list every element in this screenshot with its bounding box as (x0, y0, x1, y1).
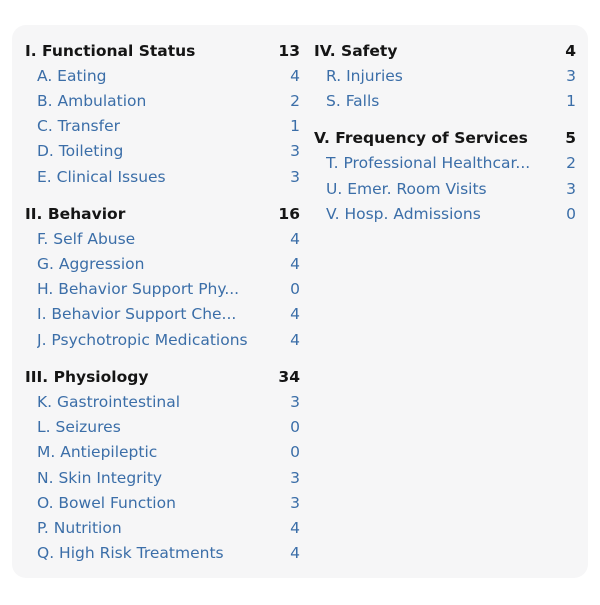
right-column (314, 38, 576, 238)
item-value: 3 (290, 493, 300, 512)
list-item-hosp-admissions[interactable] (314, 201, 576, 226)
list-item-high-risk-treatments[interactable] (25, 541, 300, 566)
group-header[interactable] (314, 38, 576, 63)
item-label: M. Antiepileptic (37, 443, 158, 462)
item-value: 1 (290, 117, 300, 136)
group-title: III. Physiology (25, 367, 149, 386)
list-item-ambulation[interactable] (25, 88, 300, 113)
item-value: 4 (290, 305, 300, 324)
item-value: 2 (566, 154, 576, 173)
group-title: IV. Safety (314, 41, 398, 60)
group-total: 4 (565, 41, 576, 60)
item-value: 0 (290, 280, 300, 299)
item-label: R. Injuries (326, 66, 403, 85)
list-item-professional-healthcare[interactable] (314, 151, 576, 176)
score-summary-card (12, 25, 588, 578)
list-item-bowel-function[interactable] (25, 490, 300, 515)
item-label: U. Emer. Room Visits (326, 179, 487, 198)
item-label: B. Ambulation (37, 91, 147, 110)
group-title: II. Behavior (25, 204, 126, 223)
group-header[interactable] (25, 364, 300, 389)
item-value: 4 (290, 229, 300, 248)
list-item-aggression[interactable] (25, 252, 300, 277)
item-value: 2 (290, 91, 300, 110)
item-label: E. Clinical Issues (37, 167, 166, 186)
item-value: 3 (290, 468, 300, 487)
group-functional-status (25, 38, 300, 189)
group-header[interactable] (25, 38, 300, 63)
list-item-transfer[interactable] (25, 114, 300, 139)
item-value: 0 (290, 443, 300, 462)
item-value: 4 (290, 66, 300, 85)
item-value: 0 (566, 204, 576, 223)
item-label: S. Falls (326, 91, 380, 110)
item-label: K. Gastrointestinal (37, 393, 181, 412)
item-value: 4 (290, 255, 300, 274)
group-total: 5 (565, 129, 576, 148)
list-item-behavior-support-chemical[interactable] (25, 302, 300, 327)
item-value: 3 (566, 66, 576, 85)
list-item-toileting[interactable] (25, 139, 300, 164)
item-value: 4 (290, 544, 300, 563)
item-value: 3 (290, 393, 300, 412)
item-value: 4 (290, 518, 300, 537)
list-item-psychotropic-medications[interactable] (25, 327, 300, 352)
group-header[interactable] (25, 201, 300, 226)
list-item-self-abuse[interactable] (25, 226, 300, 251)
group-title: I. Functional Status (25, 41, 196, 60)
list-item-nutrition[interactable] (25, 515, 300, 540)
item-label: V. Hosp. Admissions (326, 204, 481, 223)
item-value: 4 (290, 330, 300, 349)
item-value: 1 (566, 91, 576, 110)
item-label: J. Psychotropic Medications (37, 330, 248, 349)
group-safety (314, 38, 576, 114)
item-label: H. Behavior Support Phy... (37, 280, 240, 299)
item-label: D. Toileting (37, 142, 124, 161)
list-item-emer-room-visits[interactable] (314, 176, 576, 201)
item-value: 3 (290, 167, 300, 186)
group-total: 16 (278, 204, 300, 223)
group-title: V. Frequency of Services (314, 129, 528, 148)
item-value: 3 (290, 142, 300, 161)
item-label: F. Self Abuse (37, 229, 136, 248)
list-item-injuries[interactable] (314, 63, 576, 88)
list-item-behavior-support-physical[interactable] (25, 277, 300, 302)
list-item-seizures[interactable] (25, 415, 300, 440)
list-item-clinical-issues[interactable] (25, 164, 300, 189)
group-frequency-of-services (314, 126, 576, 227)
item-label: C. Transfer (37, 117, 121, 136)
list-item-antiepileptic[interactable] (25, 440, 300, 465)
list-item-gastrointestinal[interactable] (25, 389, 300, 414)
list-item-skin-integrity[interactable] (25, 465, 300, 490)
item-label: I. Behavior Support Che... (37, 305, 237, 324)
item-value: 3 (566, 179, 576, 198)
item-label: L. Seizures (37, 418, 121, 437)
item-label: O. Bowel Function (37, 493, 176, 512)
item-label: N. Skin Integrity (37, 468, 163, 487)
group-behavior (25, 201, 300, 352)
list-item-eating[interactable] (25, 63, 300, 88)
group-physiology (25, 364, 300, 566)
item-label: A. Eating (37, 66, 107, 85)
item-label: G. Aggression (37, 255, 145, 274)
list-item-falls[interactable] (314, 88, 576, 113)
item-value: 0 (290, 418, 300, 437)
group-total: 13 (278, 41, 300, 60)
group-header[interactable] (314, 126, 576, 151)
item-label: P. Nutrition (37, 518, 122, 537)
left-column (25, 38, 300, 578)
item-label: Q. High Risk Treatments (37, 544, 224, 563)
group-total: 34 (278, 367, 300, 386)
item-label: T. Professional Healthcar... (326, 154, 531, 173)
